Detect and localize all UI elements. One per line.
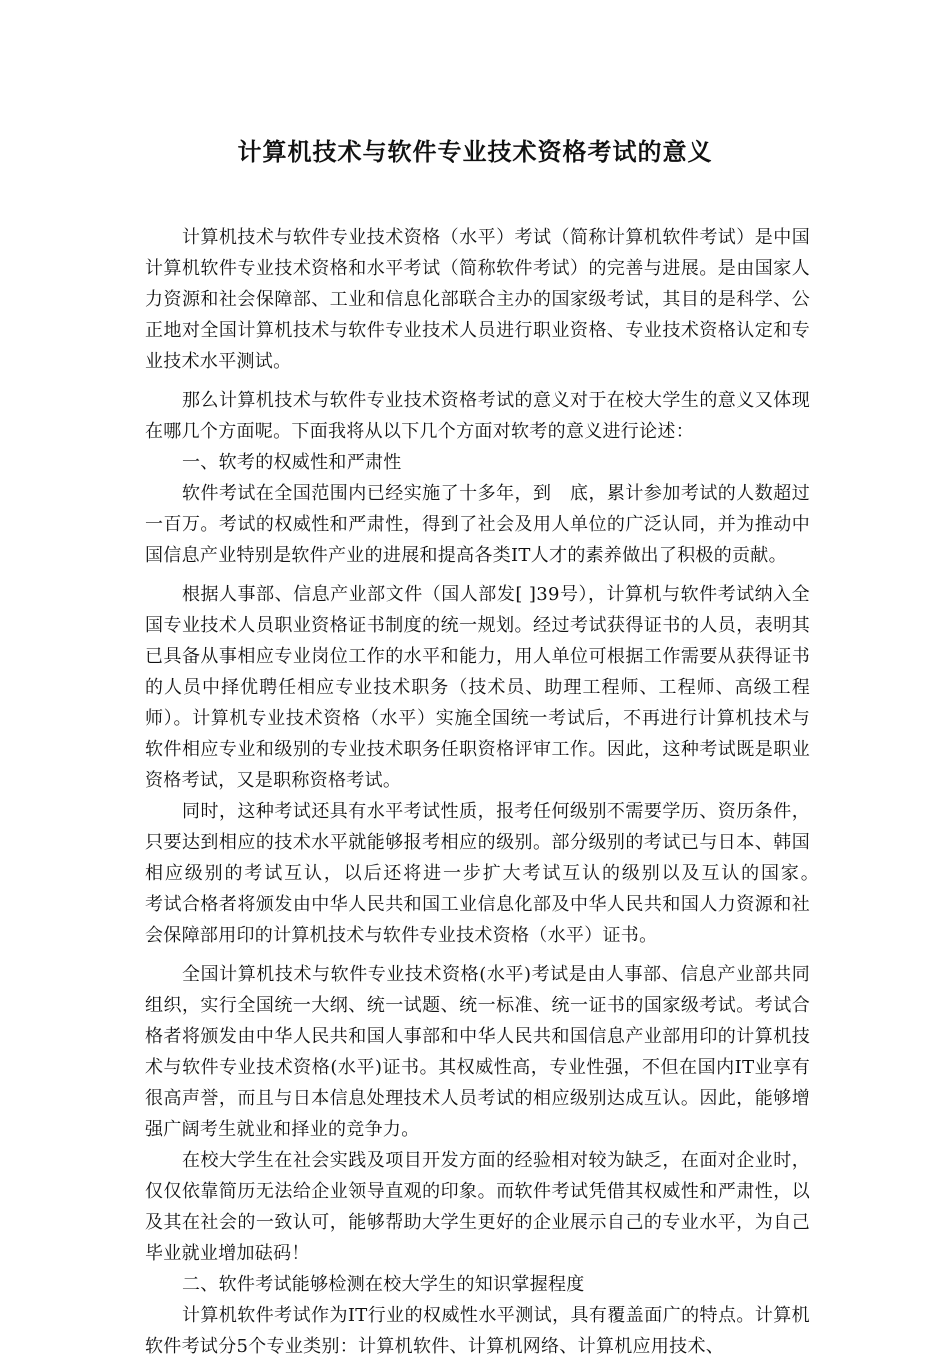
paragraph-intro: 计算机技术与软件专业技术资格（水平）考试（简称计算机软件考试）是中国计算机软件专业技术资格和水平考试（简称软件考试）的完善与进展。是由国家人力资源和社会保障部、工业和信息化部联合主办的国家级考试，其目的是科学、公正地对全国计算机技术与软件专业技术人员进行职业资格、专业技术资格认定和专业技术水平测试。 [145,227,810,372]
paragraph-question: 那么计算机技术与软件专业技术资格考试的意义对于在校大学生的意义又体现在哪几个方面呢。下面我将从以下几个方面对软考的意义进行论述： [145,390,810,442]
section-heading-knowledge: 二、软件考试能够检测在校大学生的知识掌握程度 [182,1274,585,1295]
paragraph-history: 软件考试在全国范围内已经实施了十多年，到 底，累计参加考试的人数超过一百万。考试的权威性和严肃性，得到了社会及用人单位的广泛认同，并为推动中国信息产业特别是软件产业的进展和提高各类IT人才的素养做出了积极的贡献。 [145,483,810,566]
paragraph-students: 在校大学生在社会实践及项目开发方面的经验相对较为缺乏，在面对企业时，仅仅依靠简历无法给企业领导直观的印象。而软件考试凭借其权威性和严肃性，以及其在社会的一致认可，能够帮助大学生更好的企业展示自己的专业水平，为自己毕业就业增加砝码！ [145,1150,810,1264]
paragraph-policy: 根据人事部、信息产业部文件（国人部发[ ]39号），计算机与软件考试纳入全国专业技术人员职业资格证书制度的统一规划。经过考试获得证书的人员，表明其已具备从事相应专业岗位工作的水平和能力，用人单位可根据工作需要从获得证书的人员中择优聘任相应专业技术职务（技术员、助理工程师、工程师、高级工程师）。计算机专业技术资格（水平）实施全国统一考试后，不再进行计算机技术与软件相应专业和级别的专业技术职务任职资格评审工作。因此，这种考试既是职业资格考试，又是职称资格考试。 [145,584,810,791]
paragraph-level-test: 同时，这种考试还具有水平考试性质，报考任何级别不需要学历、资历条件，只要达到相应的技术水平就能够报考相应的级别。部分级别的考试已与日本、韩国相应级别的考试互认，以后还将进一步扩大考试互认的级别以及互认的国家。 考试合格者将颁发由中华人民共和国工业信息化部及中华人民共和国人力资源和社会保障部用印的计算机技术与软件专业技术资格（水平）证书。 [145,801,847,946]
paragraph-national-exam: 全国计算机技术与软件专业技术资格(水平)考试是由人事部、信息产业部共同组织，实行全国统一大纲、统一试题、统一标准、统一证书的国家级考试。考试合格者将颁发由中华人民共和国人事部和中华人民共和国信息产业部用印的计算机技术与软件专业技术资格(水平)证书。其权威性高，专业性强，不但在国内IT业享有很高声誉，而且与日本信息处理技术人员考试的相应级别达成互认。因此，能够增强广阔考生就业和择业的竞争力。 [145,964,810,1140]
document-body [145,222,847,1362]
section-heading-authority: 一、软考的权威性和严肃性 [182,452,402,473]
document-title: 计算机技术与软件专业技术资格考试的意义 [237,137,713,166]
paragraph-categories: 计算机软件考试作为IT行业的权威性水平测试，具有覆盖面广的特点。计算机软件考试分5个专业类别：计算机软件、计算机网络、计算机应用技术、 [145,1305,810,1357]
